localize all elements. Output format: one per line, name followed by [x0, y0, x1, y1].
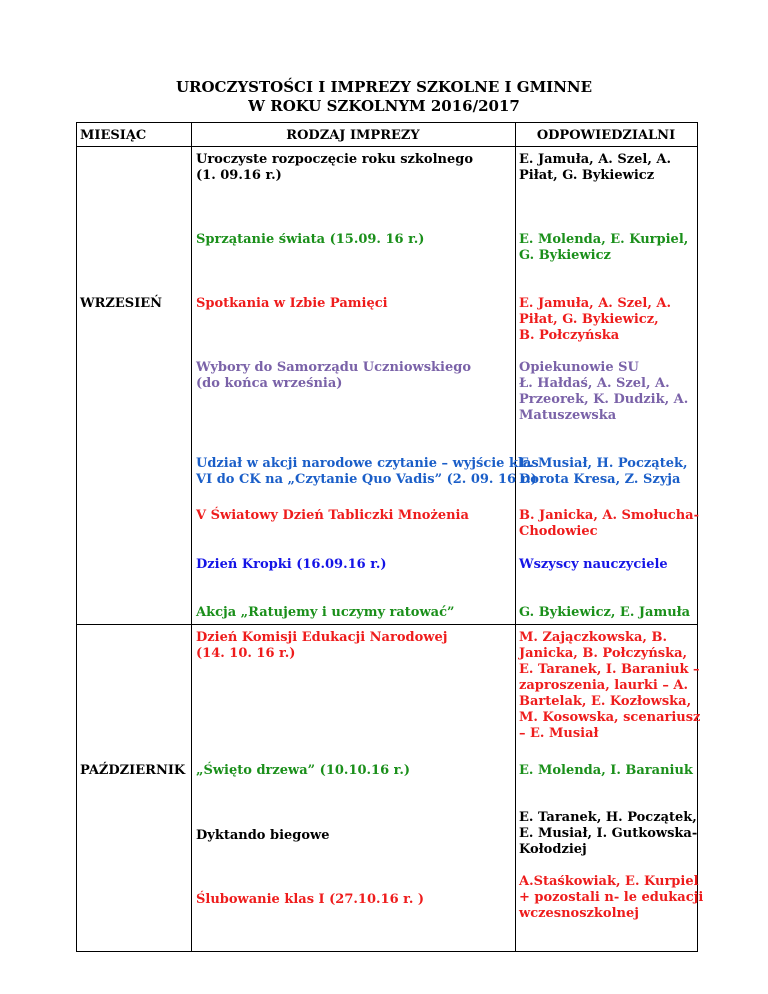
responsible-cell: G. Bykiewicz, E. Jamuła — [519, 605, 691, 620]
month-label-september: WRZESIEŃ — [80, 296, 163, 311]
event-cell: Ślubowanie klas I (27.10.16 r. ) — [196, 892, 425, 907]
event-cell: „Święto drzewa” (10.10.16 r.) — [196, 763, 411, 778]
responsible-cell: M. Zajączkowska, B. Janicka, B. Połczyńska, E. Taranek, I. Baraniuk – zaproszenia, laurki – A. Bartelak, E. Kozłowska, M. Kosowska, scenariusz – E. Musiał — [519, 630, 701, 741]
table-divider-month — [191, 122, 192, 952]
month-label-october: PAŹDZIERNIK — [80, 763, 186, 778]
event-cell: Akcja „Ratujemy i uczymy ratować” — [196, 605, 455, 620]
page-subtitle: W ROKU SZKOLNYM 2016/2017 — [248, 97, 520, 115]
responsible-cell: E. Jamuła, A. Szel, A. Piłat, G. Bykiewicz — [519, 152, 672, 183]
event-cell: Dzień Komisji Edukacji Narodowej (14. 10. 16 r.) — [196, 630, 448, 661]
table-border-top — [76, 122, 698, 123]
responsible-cell: E. Taranek, H. Początek, E. Musiał, I. Gutkowska- Kołodziej — [519, 810, 698, 857]
responsible-cell: E. Jamuła, A. Szel, A. Piłat, G. Bykiewicz, B. Połczyńska — [519, 296, 672, 343]
responsible-cell: A.Staśkowiak, E. Kurpiel + pozostali n- le edukacji wczesnoszkolnej — [519, 874, 704, 921]
event-cell: Dyktando biegowe — [196, 828, 330, 843]
event-cell: Dzień Kropki (16.09.16 r.) — [196, 557, 387, 572]
responsible-cell: Wszyscy nauczyciele — [519, 557, 668, 572]
table-divider-responsible — [515, 122, 516, 952]
responsible-cell: E. Molenda, E. Kurpiel, G. Bykiewicz — [519, 232, 689, 263]
event-cell: Uroczyste rozpoczęcie roku szkolnego (1. 09.16 r.) — [196, 152, 474, 183]
table-border-bottom — [76, 951, 698, 952]
table-header-divider — [76, 146, 698, 147]
event-cell: Udział w akcji narodowe czytanie – wyjście klas VI do CK na „Czytanie Quo Vadis” (2. 09. 16 r.) — [196, 456, 539, 487]
header-responsible: ODPOWIEDZIALNI — [536, 128, 676, 143]
responsible-cell: E. Musiał, H. Początek, Dorota Kresa, Z. Szyja — [519, 456, 688, 487]
table-month-divider — [76, 624, 698, 625]
header-month: MIESIĄC — [80, 128, 147, 143]
header-event: RODZAJ IMPREZY — [286, 128, 420, 143]
event-cell: Spotkania w Izbie Pamięci — [196, 296, 388, 311]
event-cell: Sprzątanie świata (15.09. 16 r.) — [196, 232, 425, 247]
responsible-cell: Opiekunowie SU Ł. Hałdaś, A. Szel, A. Przeorek, K. Dudzik, A. Matuszewska — [519, 360, 689, 423]
event-cell: Wybory do Samorządu Uczniowskiego (do końca września) — [196, 360, 471, 391]
responsible-cell: E. Molenda, I. Baraniuk — [519, 763, 693, 778]
responsible-cell: B. Janicka, A. Smołucha- Chodowiec — [519, 508, 699, 539]
event-cell: V Światowy Dzień Tabliczki Mnożenia — [196, 508, 469, 523]
table-border-left — [76, 122, 77, 952]
page-title: UROCZYSTOŚCI I IMPREZY SZKOLNE I GMINNE — [175, 78, 593, 96]
